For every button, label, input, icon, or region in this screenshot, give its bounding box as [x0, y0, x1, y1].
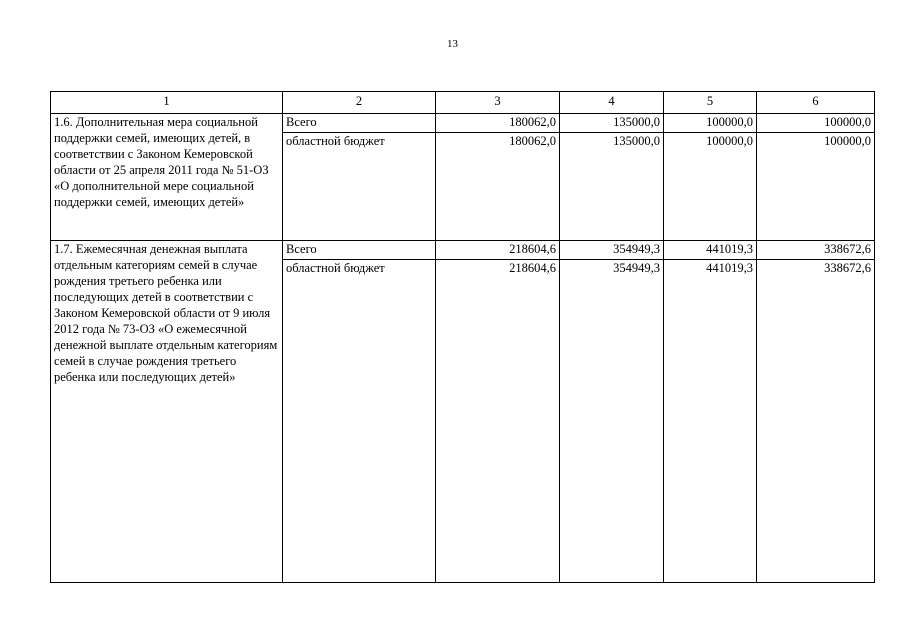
value-cell: 218604,6 [436, 241, 560, 260]
table-row [51, 114, 875, 133]
value-cell: 354949,3 [560, 260, 664, 583]
budget-table [50, 91, 875, 583]
value-cell: 338672,6 [757, 260, 875, 583]
value-cell: 135000,0 [560, 133, 664, 241]
table-row [51, 241, 875, 260]
funding-source: областной бюджет [283, 260, 436, 583]
measure-description: 1.7. Ежемесячная денежная выплата отдельным категориям семей в случае рождения третьего ребенка или последующих детей в соответствии с Законом Кемеровской области от 9 июля 2012 года № 73-ОЗ «О ежемесячной денежной выплате отдельным категориям семей в случае рождения третьего ребенка или последующих детей» [51, 241, 283, 583]
header-cell: 5 [664, 92, 757, 114]
value-cell: 441019,3 [664, 241, 757, 260]
header-cell: 2 [283, 92, 436, 114]
page-number: 13 [447, 38, 458, 50]
funding-source: Всего [283, 241, 436, 260]
value-cell: 100000,0 [664, 114, 757, 133]
value-cell: 135000,0 [560, 114, 664, 133]
value-cell: 441019,3 [664, 260, 757, 583]
value-cell: 100000,0 [757, 133, 875, 241]
value-cell: 338672,6 [757, 241, 875, 260]
value-cell: 100000,0 [757, 114, 875, 133]
header-cell: 4 [560, 92, 664, 114]
value-cell: 354949,3 [560, 241, 664, 260]
value-cell: 180062,0 [436, 114, 560, 133]
header-cell: 3 [436, 92, 560, 114]
header-cell: 1 [51, 92, 283, 114]
value-cell: 218604,6 [436, 260, 560, 583]
value-cell: 180062,0 [436, 133, 560, 241]
funding-source: областной бюджет [283, 133, 436, 241]
measure-description: 1.6. Дополнительная мера социальной поддержки семей, имеющих детей, в соответствии с Законом Кемеровской области от 25 апреля 2011 года № 51-ОЗ «О дополнительной мере социальной поддержки семей, имеющих детей» [51, 114, 283, 241]
funding-source: Всего [283, 114, 436, 133]
value-cell: 100000,0 [664, 133, 757, 241]
header-cell: 6 [757, 92, 875, 114]
table-header-row [51, 92, 875, 114]
